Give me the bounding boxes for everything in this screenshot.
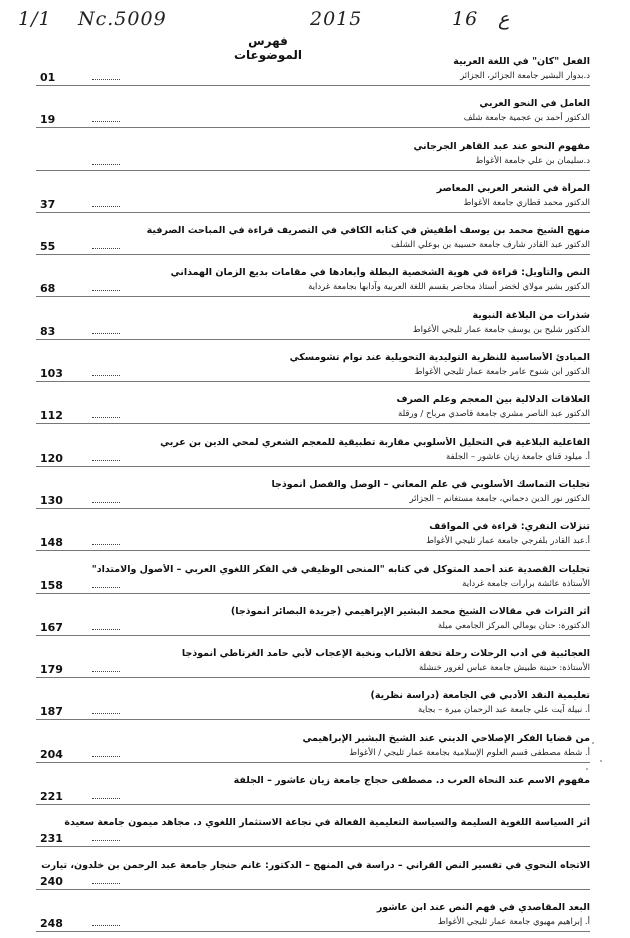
toc-entry-page-number: 112 <box>40 409 63 423</box>
dotted-leader <box>92 629 120 630</box>
toc-entry <box>30 727 598 769</box>
toc-entry-page-number: 204 <box>40 747 63 761</box>
toc-entry <box>30 558 598 600</box>
toc-entry-page-number: 148 <box>40 536 63 550</box>
toc-entry-page-number: 83 <box>40 324 56 338</box>
toc-entry-author: الدكتور بشير مولاي لخضر أستاذ محاضر بقسم اللغة العربية وآدابها بجامعة غرداية <box>308 282 590 293</box>
toc-entry-page-number: 130 <box>40 493 63 507</box>
dotted-leader <box>92 121 120 122</box>
toc-entry-title: مفهوم النحو عند عبد القاهر الجرجاني <box>413 140 590 152</box>
toc-entry-title: مفهوم الاسم عند النحاة العرب د. مصطفى حجاج جامعة زيان عاشور – الجلفة <box>233 775 590 787</box>
toc-entry-title: البعد المقاصدي في فهم النص عند ابن عاشور <box>376 901 590 913</box>
entry-divider <box>36 296 590 297</box>
dotted-leader <box>92 587 120 588</box>
dotted-leader <box>92 713 120 714</box>
entry-divider <box>36 593 590 594</box>
toc-entry-title: المبادئ الأساسية للنظرية التوليدية التحويلية عند نوام تشومسكي <box>289 352 590 364</box>
dotted-leader <box>92 756 120 757</box>
entry-divider <box>36 762 590 763</box>
toc-entry-title: العجائبية في أدب الرحلات رحلة تحفة الألباب ونخبة الإعجاب لأبي حامد الغرناطي أنموذجا <box>181 648 590 660</box>
dotted-leader <box>92 460 120 461</box>
page-title: فهرس الموضوعات <box>233 34 303 62</box>
toc-entry-page-number: 231 <box>40 832 63 846</box>
entry-divider <box>36 719 590 720</box>
dotted-leader <box>92 375 120 376</box>
toc-entry <box>30 50 598 92</box>
toc-entry-title: أثر التراث في مقالات الشيخ محمد البشير الإبراهيمي (جريدة البصائر أنموذجا) <box>230 605 590 617</box>
toc-entry-author: الدكتور أحمد بن عجمية جامعة شلف <box>463 113 590 124</box>
entry-divider <box>36 677 590 678</box>
entry-divider <box>36 381 590 382</box>
toc-entry-author: أ. نبيلة آيت علي جامعة عبد الرحمان ميرة – بجاية <box>418 705 590 716</box>
dotted-leader <box>92 544 120 545</box>
dotted-leader <box>92 206 120 207</box>
toc-entry <box>30 431 598 473</box>
scan-speck <box>600 760 602 762</box>
entry-divider <box>36 85 590 86</box>
toc-entry-author: أ.عبد القادر بلفرجي جامعة عمار ثليجي الأغواط <box>426 536 590 547</box>
handwritten-fraction: 1/1 <box>18 8 52 30</box>
toc-entry-page-number: 37 <box>40 197 56 211</box>
entry-divider <box>36 931 590 932</box>
dotted-leader <box>92 290 120 291</box>
toc-entry-author: الدكتور عبد الناصر مشري جامعة قاصدي مرباح / ورقلة <box>398 409 590 420</box>
toc-entry <box>30 177 598 219</box>
toc-list <box>30 50 598 938</box>
dotted-leader <box>92 883 120 884</box>
toc-entry-title: العلاقات الدلالية بين المعجم وعلم الصرف <box>396 394 590 406</box>
toc-entry-title: منهج الشيخ محمد بن يوسف أطفيش في كتابه الكافي في التصريف قراءة في المباحث الصرفية <box>146 225 590 237</box>
toc-entry-author: أ. شطة مصطفى قسم العلوم الإسلامية بجامعة عمار ثليجي / الأغواط <box>349 747 590 758</box>
toc-entry-page-number: 103 <box>40 367 63 381</box>
toc-entry-author: الأستاذة عائشة برارات جامعة غرداية <box>462 578 590 589</box>
toc-entry-author: د.سليمان بن علي جامعة الأغواط <box>475 155 590 166</box>
dotted-leader <box>92 248 120 249</box>
entry-divider <box>36 804 590 805</box>
entry-divider <box>36 466 590 467</box>
toc-entry <box>30 600 598 642</box>
entry-divider <box>36 635 590 636</box>
toc-entry <box>30 642 598 684</box>
toc-entry-author: الأستاذة: حنينة طبيش جامعة عباس لغرور خنشلة <box>418 663 590 674</box>
entry-divider <box>36 127 590 128</box>
dotted-leader <box>92 671 120 672</box>
toc-entry <box>30 346 598 388</box>
toc-entry-page-number: 158 <box>40 578 63 592</box>
dotted-leader <box>92 417 120 418</box>
toc-entry-page-number: 55 <box>40 240 56 254</box>
dotted-leader <box>92 925 120 926</box>
toc-entry-page-number: 167 <box>40 620 63 634</box>
toc-entry-page-number: 187 <box>40 705 63 719</box>
toc-entry-page-number: 01 <box>40 71 56 84</box>
toc-entry <box>30 473 598 515</box>
handwritten-year: 2015 <box>310 8 363 30</box>
dotted-leader <box>92 840 120 841</box>
toc-entry-title: شذرات من البلاغة النبوية <box>472 309 590 321</box>
toc-entry-author: الدكتور شليح بن يوسف جامعة عمار ثليجي الأغواط <box>412 324 590 335</box>
toc-entry-page-number: 120 <box>40 451 63 465</box>
toc-entry-title: الفعل "كان" في اللغة العربية <box>453 56 590 67</box>
toc-entry-author: الدكتور عبد القادر شارف جامعة حسيبة بن بوعلي الشلف <box>391 240 590 251</box>
entry-divider <box>36 508 590 509</box>
toc-entry-author: الدكتورة: حنان بومالي المركز الجامعي ميلة <box>437 620 590 631</box>
toc-entry-title: الفاعلية البلاغية في التحليل الأسلوبي مقاربة تطبيقية للمعجم الشعري لمحي الدين بن عربي <box>160 436 590 448</box>
toc-entry-page-number: 240 <box>40 874 63 888</box>
toc-entry <box>30 769 598 811</box>
dotted-leader <box>92 502 120 503</box>
toc-entry-title: تجليات التماسك الأسلوبي في علم المعاني – الوصل والفصل أنموذجا <box>271 478 590 490</box>
handwritten-letter: ع <box>498 8 510 30</box>
toc-entry-title: تجليات القصدية عند أحمد المتوكل في كتابه "المنحى الوظيفي في الفكر اللغوي العربي – الأصول والامتداد" <box>91 563 590 575</box>
toc-entry <box>30 896 598 938</box>
toc-entry-author: الدكتور ابن شنوح عامر جامعة عمار ثليجي الأغواط <box>414 367 590 378</box>
toc-entry <box>30 135 598 177</box>
toc-entry-author: أ. ميلود قناي جامعة زيان عاشور – الجلفة <box>446 451 590 462</box>
toc-entry-title: تعليمية النقد الأدبي في الجامعة (دراسة نظرية) <box>370 690 590 702</box>
handwritten-reference-number: Nc.5009 <box>78 8 167 30</box>
toc-entry-author: الدكتور محمد قطاري جامعة الأغواط <box>463 197 590 208</box>
entry-divider <box>36 846 590 847</box>
toc-entry-title: الاتجاه النحوي في تفسير النص القرآني – دراسة في المنهج – الدكتور: غانم حنجار جامعة عبد الرحمن بن خلدون، تيارت <box>41 859 590 871</box>
toc-entry <box>30 811 598 853</box>
toc-entry <box>30 854 598 896</box>
toc-entry <box>30 684 598 726</box>
toc-entry-author: الدكتور نور الدين دحماني، جامعة مستغانم – الجزائر <box>409 493 590 504</box>
scan-speck <box>592 742 594 744</box>
toc-entry-title: أثر السياسة اللغوية السليمة والسياسة التعليمية الفعالة في نجاعة الاستثمار اللغوي د. مجاهد ميمون جامعة سعيدة <box>64 817 590 829</box>
entry-divider <box>36 550 590 551</box>
dotted-leader <box>92 333 120 334</box>
toc-entry-page-number: 221 <box>40 790 63 804</box>
toc-entry-title: المرأة في الشعر العربي المعاصر <box>436 182 590 194</box>
toc-entry-page-number: 179 <box>40 663 63 677</box>
toc-entry-page-number: 68 <box>40 282 56 296</box>
dotted-leader <box>92 164 120 165</box>
entry-divider <box>36 423 590 424</box>
toc-entry <box>30 92 598 134</box>
toc-entry <box>30 515 598 557</box>
toc-entry <box>30 219 598 261</box>
entry-divider <box>36 254 590 255</box>
toc-entry-title: العامل في النحو العربي <box>479 98 590 110</box>
toc-entry <box>30 304 598 346</box>
handwritten-issue-number: 16 <box>452 8 479 30</box>
entry-divider <box>36 170 590 171</box>
toc-entry-page-number: 19 <box>40 113 56 127</box>
entry-divider <box>36 212 590 213</box>
entry-divider <box>36 339 590 340</box>
toc-entry-author: أ. إبراهيم مهيوي جامعة عمار ثليجي الأغواط <box>437 916 590 927</box>
dotted-leader <box>92 79 120 80</box>
toc-entry-author: د.بدوار البشير جامعة الجزائر، الجزائر <box>460 71 590 81</box>
dotted-leader <box>92 798 120 799</box>
toc-entry-title: تنزلات النفري: قراءة في المواقف <box>429 521 590 533</box>
toc-entry-title: النص والتأويل: قراءة في هوية الشخصية البطلة وأبعادها في مقامات بديع الزمان الهمذاني <box>170 267 590 279</box>
scan-speck <box>586 768 588 770</box>
toc-entry <box>30 388 598 430</box>
toc-entry-title: من قضايا الفكر الإصلاحي الديني عند الشيخ البشير الإبراهيمي <box>302 732 590 744</box>
toc-entry-page-number: 248 <box>40 916 63 930</box>
toc-entry <box>30 261 598 303</box>
entry-divider <box>36 889 590 890</box>
